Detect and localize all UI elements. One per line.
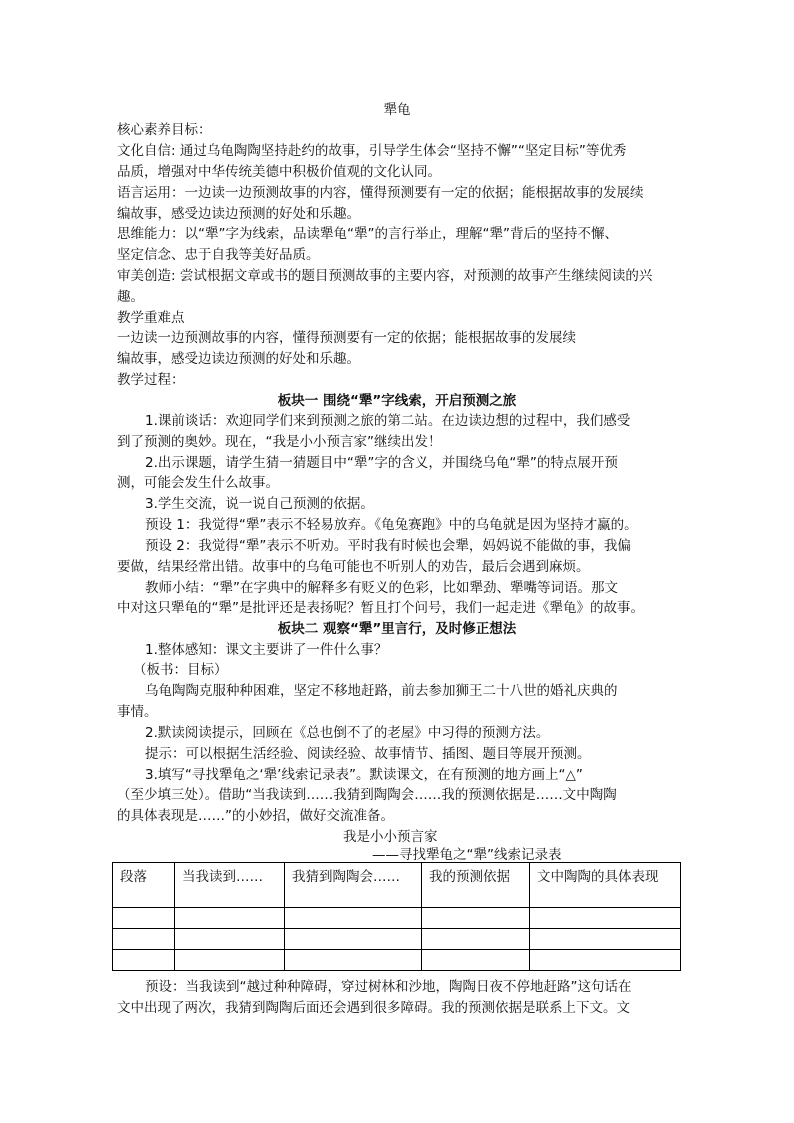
- text-line: 3.填写“寻找犟龟之‘犟’线索记录表”。默读课文，在有预测的地方画上“△”: [145, 767, 583, 783]
- table-cell: [422, 908, 530, 929]
- table-cell: [175, 950, 285, 971]
- text-line: 中对这只犟龟的“犟”是批评还是表扬呢？暂且打个问号，我们一起走进《犟龟》的故事。: [117, 600, 644, 616]
- text-line: 文中出现了两次，我猜到陶陶后面还会遇到很多障碍。我的预测依据是联系上下文。文: [117, 1000, 630, 1016]
- text-line: 2.出示课题，请学生猜一猜题目中“犟”字的含义，并围绕乌龟“犟”的特点展开预: [145, 455, 618, 471]
- text-line: 教学过程：: [117, 372, 185, 388]
- text-line: 的具体表现是……”的小妙招，做好交流准备。: [117, 808, 394, 824]
- text-line: 教师小结：“犟”在字典中的解释多有贬义的色彩，比如犟劲、犟嘴等词语。那文: [145, 580, 618, 596]
- text-line: （至少填三处）。借助“当我读到……我猜到陶陶会……我的预测依据是……文中陶陶: [117, 787, 617, 803]
- table-cell: [285, 950, 422, 971]
- table-cell: [113, 929, 175, 950]
- doc-title: 犟龟: [383, 102, 411, 118]
- table-cell: [285, 908, 422, 929]
- table-cell: [530, 950, 681, 971]
- text-line: 坚定信念、忠于自我等美好品质。: [117, 247, 320, 263]
- table-header-row: [113, 863, 681, 908]
- table-row: [113, 908, 681, 929]
- header-cell: 段落: [113, 863, 175, 908]
- header-cell: 我猜到陶陶会……: [285, 863, 422, 908]
- header-cell: 文中陶陶的具体表现: [530, 863, 681, 908]
- text-line: 品质，增强对中华传统美德中积极价值观的文化认同。: [117, 164, 441, 180]
- text-line: 教学重难点: [117, 310, 185, 326]
- header-cell: 我的预测依据: [422, 863, 530, 908]
- text-line: 1.整体感知：课文主要讲了一件什么事？: [145, 642, 388, 658]
- text-line: 预设 2：我觉得“犟”表示不听劝。平时我有时候也会犟，妈妈说不能做的事，我偏: [145, 538, 631, 554]
- section-heading-1: 板块一 围绕“犟”字线索，开启预测之旅: [277, 393, 517, 409]
- text-line: 要做，结果经常出错。故事中的乌龟可能也不听别人的劝告，最后会遇到麻烦。: [117, 559, 590, 575]
- text-line: 趣。: [117, 289, 144, 305]
- text-line: 预设：当我读到“越过种种障碍，穿过树林和沙地，陶陶日夜不停地赶路”这句话在: [145, 979, 632, 995]
- table-title: 我是小小预言家: [343, 829, 438, 845]
- section-heading-2: 板块二 观察“犟”里言行，及时修正想法: [277, 621, 517, 637]
- text-line: 编故事，感受边读边预测的好处和乐趣。: [117, 206, 360, 222]
- table-cell: [285, 929, 422, 950]
- text-line: 语言运用：一边读一边预测故事的内容，懂得预测要有一定的依据；能根据故事的发展续: [117, 185, 644, 201]
- table-cell: [422, 950, 530, 971]
- text-line: 到了预测的奥妙。现在，“我是小小预言家”继续出发！: [117, 434, 442, 450]
- table-subtitle: ——寻找犟龟之“犟”线索记录表: [372, 847, 562, 863]
- text-line: 3.学生交流，说一说自己预测的依据。: [145, 496, 374, 512]
- text-line: 事情。: [117, 704, 158, 720]
- text-line: 预设 1：我觉得“犟”表示不轻易放弃。《龟兔赛跑》中的乌龟就是因为坚持才赢的。: [145, 517, 638, 533]
- table-cell: [175, 908, 285, 929]
- text-line: 乌龟陶陶克服种种困难，坚定不移地赶路，前去参加狮王二十八世的婚礼庆典的: [145, 683, 618, 699]
- record-table: [112, 862, 681, 971]
- text-line: （板书：目标）: [133, 662, 228, 678]
- table-cell: [113, 950, 175, 971]
- header-cell: 当我读到……: [175, 863, 285, 908]
- text-line: 提示：可以根据生活经验、阅读经验、故事情节、插图、题目等展开预测。: [145, 746, 591, 762]
- table-row: [113, 950, 681, 971]
- text-line: 文化自信: 通过乌龟陶陶坚持赴约的故事，引导学生体会“坚持不懈”“坚定目标”等优秀: [117, 143, 627, 159]
- table-cell: [530, 908, 681, 929]
- text-line: 核心素养目标：: [117, 122, 212, 138]
- text-line: 审美创造: 尝试根据文章或书的题目预测故事的主要内容，对预测的故事产生继续阅读的兴: [117, 268, 653, 284]
- table-cell: [113, 908, 175, 929]
- text-line: 编故事，感受边读边预测的好处和乐趣。: [117, 351, 360, 367]
- table-cell: [422, 929, 530, 950]
- text-line: 1.课前谈话：欢迎同学们来到预测之旅的第二站。在边读边想的过程中，我们感受: [145, 413, 631, 429]
- table-row: [113, 929, 681, 950]
- table-cell: [530, 929, 681, 950]
- table-cell: [175, 929, 285, 950]
- text-line: 测，可能会发生什么故事。: [117, 475, 279, 491]
- text-line: 一边读一边预测故事的内容，懂得预测要有一定的依据；能根据故事的发展续: [117, 330, 576, 346]
- text-line: 思维能力：以“犟”字为线索，品读犟龟“犟”的言行举止，理解“犟”背后的坚持不懈、: [117, 226, 618, 242]
- text-line: 2.默读阅读提示，回顾在《总也倒不了的老屋》中习得的预测方法。: [145, 725, 550, 741]
